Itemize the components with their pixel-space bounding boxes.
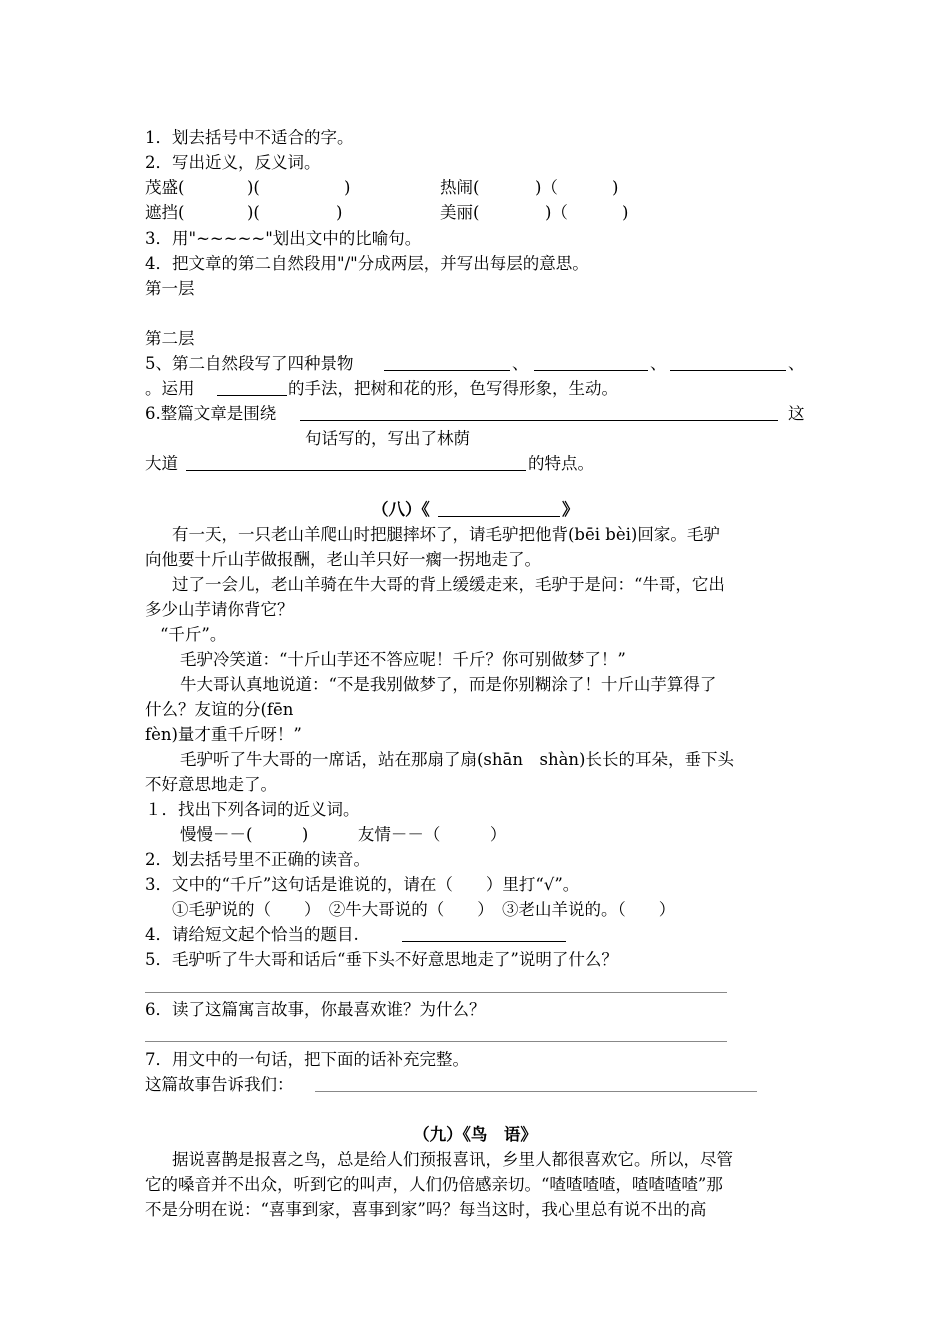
story-line: 不是分明在说：“喜事到家，喜事到家”吗？每当这时，我心里总有说不出的高: [145, 1200, 707, 1219]
question-2: 2．划去括号里不正确的读音。: [145, 850, 370, 869]
paren-close: ): [622, 203, 629, 222]
story-line: 牛大哥认真地说道：“不是我别做梦了，而是你别糊涂了！十斤山芋算得了: [180, 675, 717, 694]
question-3: 3．文中的“千斤”这句话是谁说的，请在（ ）里打“√”。: [145, 875, 580, 894]
paren-close: ): [612, 178, 619, 197]
paren-close: ): [344, 178, 351, 197]
question-1-answer: 慢慢－－( ) 友情－－（ ）: [180, 825, 507, 844]
answer-blank[interactable]: [670, 370, 786, 371]
word-meili: 美丽(: [440, 203, 480, 222]
paren-sep: )（: [545, 203, 568, 222]
section-8-title-suffix: 》: [562, 500, 579, 519]
paren-sep: )(: [247, 203, 260, 222]
story-line: 向他要十斤山芋做报酬，老山羊只好一瘸一拐地走了。: [145, 550, 541, 569]
story-line: 毛驴冷笑道：“十斤山芋还不答应呢！千斤？你可别做梦了！”: [180, 650, 626, 669]
story-line: 毛驴听了牛大哥的一席话，站在那扇了扇(shān shàn)长长的耳朵，垂下头: [180, 750, 734, 769]
word-renao: 热闹(: [440, 178, 480, 197]
question-4: 4．把文章的第二自然段用"/"分成两层，并写出每层的意思。: [145, 254, 589, 273]
paren-close: ): [336, 203, 343, 222]
layer-1-label: 第一层: [145, 279, 195, 298]
question-5-text: 5、第二自然段写了四种景物: [145, 354, 354, 373]
question-3: 3．用"~~~~~"划出文中的比喻句。: [145, 229, 422, 248]
section-9-title: （九）《鸟 语》: [413, 1125, 537, 1144]
question-6: 6．读了这篇寓言故事，你最喜欢谁？为什么？: [145, 1000, 486, 1019]
story-line: 什么？友谊的分(fēn: [145, 700, 294, 719]
story-line: 据说喜鹊是报喜之鸟，总是给人们预报喜讯，乡里人都很喜欢它。所以，尽管: [172, 1150, 733, 1169]
word-zhedang: 遮挡(: [145, 203, 185, 222]
story-line: 不好意思地走了。: [145, 775, 277, 794]
question-2: 2．写出近义，反义词。: [145, 153, 321, 172]
question-6-text-4: 大道: [145, 454, 178, 473]
story-line: 过了一会儿，老山羊骑在牛大哥的背上缓缓走来，毛驴于是问：“牛哥，它出: [172, 575, 725, 594]
answer-blank[interactable]: [534, 370, 648, 371]
question-5-text-3: 的手法，把树和花的形，色写得形象，生动。: [288, 379, 618, 398]
separator: 、: [512, 354, 529, 373]
question-4: 4．请给短文起个恰当的题目.: [145, 925, 359, 944]
story-line: 它的嗓音并不出众，听到它的叫声，人们仍倍感亲切。“喳喳喳喳，喳喳喳喳”那: [145, 1175, 723, 1194]
answer-line[interactable]: [145, 1041, 727, 1042]
story-line: fèn)量才重千斤呀！”: [145, 725, 302, 744]
separator: 、: [650, 354, 667, 373]
question-1: １．找出下列各词的近义词。: [145, 800, 360, 819]
question-3-options: ①毛驴说的（ ） ②牛大哥说的（ ） ③老山羊说的。（ ）: [172, 900, 676, 919]
answer-blank[interactable]: [186, 470, 526, 471]
question-1: 1．划去括号中不适合的字。: [145, 128, 354, 147]
answer-blank[interactable]: [217, 395, 287, 396]
title-blank[interactable]: [438, 516, 560, 517]
question-6-text: 6.整篇文章是围绕: [145, 404, 277, 423]
title-answer-blank[interactable]: [402, 941, 566, 942]
separator: 、: [788, 354, 805, 373]
answer-line[interactable]: [145, 992, 727, 993]
answer-blank[interactable]: [384, 370, 510, 371]
question-5-text-2: 。运用: [145, 379, 195, 398]
question-6-text-2: 这: [788, 404, 805, 423]
question-5: 5．毛驴听了牛大哥和话后“垂下头不好意思地走了”说明了什么？: [145, 950, 618, 969]
question-7-prompt: 这篇故事告诉我们：: [145, 1075, 294, 1094]
story-line: 多少山芋请你背它？: [145, 600, 294, 619]
section-8-title-prefix: （八）《: [372, 500, 430, 519]
story-line: “千斤”。: [160, 625, 227, 644]
answer-line[interactable]: [315, 1091, 757, 1092]
paren-sep: )(: [247, 178, 260, 197]
paren-sep: )（: [535, 178, 558, 197]
answer-blank[interactable]: [300, 420, 778, 421]
story-line: 有一天，一只老山羊爬山时把腿摔坏了，请毛驴把他背(bēi bèi)回家。毛驴: [172, 525, 720, 544]
word-maosheng: 茂盛(: [145, 178, 185, 197]
question-6-text-5: 的特点。: [528, 454, 594, 473]
layer-2-label: 第二层: [145, 329, 195, 348]
question-6-text-3: 句话写的，写出了林荫: [305, 429, 470, 448]
question-7: 7．用文中的一句话，把下面的话补充完整。: [145, 1050, 469, 1069]
